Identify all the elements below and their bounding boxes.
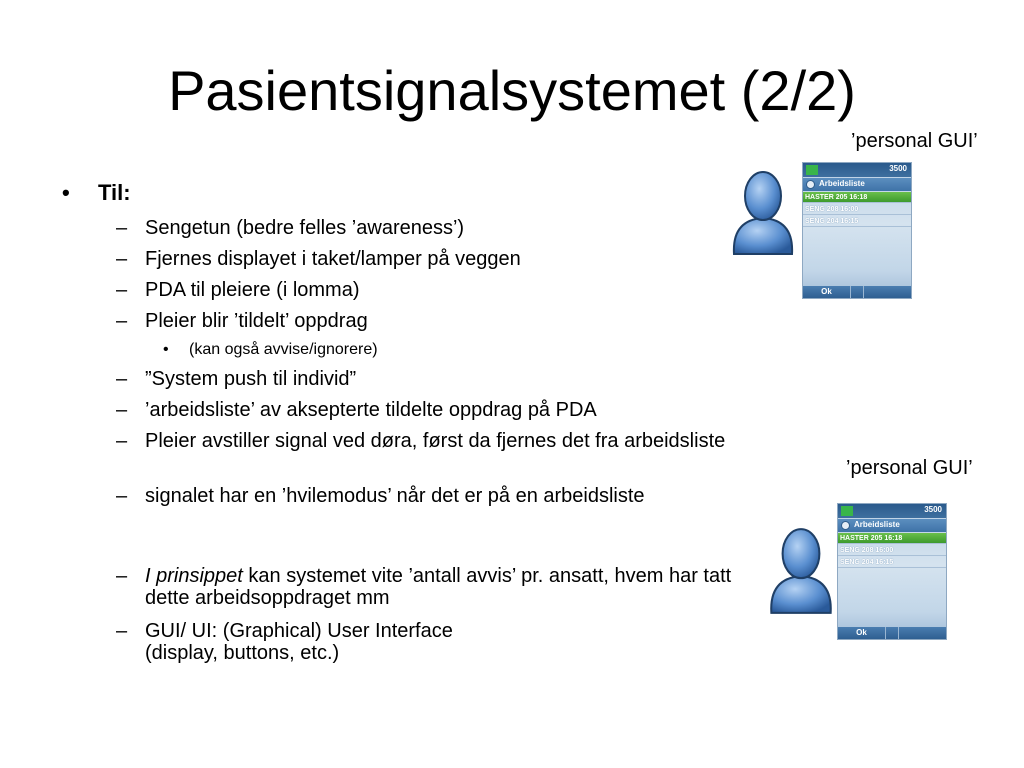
dash-marker: – <box>116 399 128 421</box>
pda-row[interactable]: SENG 204 16:15 <box>838 557 946 568</box>
right-softkey-button[interactable] <box>863 286 911 298</box>
pda-screen <box>802 162 912 299</box>
italic-emphasis: I prinsippet <box>145 565 243 587</box>
list-item-text: Pleier avstiller signal ved døra, først da fjernes det fra arbeidsliste <box>145 430 726 452</box>
list-item-text-wrapper <box>145 565 745 609</box>
list-item-text: PDA til pleiere (i lomma) <box>145 279 360 301</box>
dash-marker: – <box>116 310 128 332</box>
personal-gui-label-2: ’personal GUI’ <box>846 457 973 479</box>
ok-button[interactable]: Ok <box>803 286 851 298</box>
pda-row[interactable]: SENG 204 16:15 <box>803 216 911 227</box>
dash-marker: – <box>116 565 128 587</box>
dash-marker: – <box>116 368 128 390</box>
dash-marker: – <box>116 620 128 642</box>
pda-header-label: Arbeidsliste <box>854 520 900 529</box>
right-softkey-button[interactable] <box>898 627 946 639</box>
list-item-text: kan systemet vite ’antall avvis’ pr. ansatt, hvem har tatt dette arbeidsoppdraget mm <box>145 565 732 609</box>
dash-marker: – <box>116 279 128 301</box>
ok-button[interactable]: Ok <box>838 627 886 639</box>
pda-header-label: Arbeidsliste <box>819 179 865 188</box>
list-item-text: GUI/ UI: (Graphical) User Interface <box>145 620 453 642</box>
list-item-text: signalet har en ’hvilemodus’ når det er på en arbeidsliste <box>145 485 645 507</box>
bullet-dot: • <box>62 180 70 205</box>
pda-bottom-bar <box>838 627 946 639</box>
pda-number: 3500 <box>924 505 942 514</box>
slide-title: Pasientsignalsystemet (2/2) <box>168 59 856 122</box>
pda-screen <box>837 503 947 640</box>
pda-bottom-bar <box>803 286 911 298</box>
person-icon <box>728 168 798 258</box>
pda-row[interactable]: HASTER 205 16:18 <box>803 192 911 203</box>
pda-number: 3500 <box>889 164 907 173</box>
sub-list-item-text: (kan også avvise/ignorere) <box>189 341 378 358</box>
list-item-text-wrapper <box>145 620 453 664</box>
sub-bullet-dot: • <box>163 341 169 358</box>
dash-marker: – <box>116 430 128 452</box>
pda-row[interactable]: SENG 208 16:00 <box>838 545 946 556</box>
list-item-text: ’arbeidsliste’ av aksepterte tildelte oppdrag på PDA <box>145 399 597 421</box>
dash-marker: – <box>116 217 128 239</box>
signal-icon <box>841 506 853 516</box>
list-icon <box>841 521 850 530</box>
person-icon <box>765 525 837 617</box>
list-item-text: Sengetun (bedre felles ’awareness’) <box>145 217 465 239</box>
pda-row[interactable]: SENG 208 16:00 <box>803 204 911 215</box>
list-icon <box>806 180 815 189</box>
bullet-heading: Til: <box>98 180 131 205</box>
list-item-text: Fjernes displayet i taket/lamper på veggen <box>145 248 521 270</box>
list-item-text: Pleier blir ’tildelt’ oppdrag <box>145 310 368 332</box>
dash-marker: – <box>116 485 128 507</box>
pda-top-bar <box>803 163 911 177</box>
dash-marker: – <box>116 248 128 270</box>
pda-row[interactable]: HASTER 205 16:18 <box>838 533 946 544</box>
personal-gui-label-1: ’personal GUI’ <box>851 130 978 152</box>
list-item-text-line2: (display, buttons, etc.) <box>145 642 340 664</box>
pda-header <box>838 519 946 532</box>
signal-icon <box>806 165 818 175</box>
list-item-text: ”System push til individ” <box>145 368 357 390</box>
pda-header <box>803 178 911 191</box>
pda-top-bar <box>838 504 946 518</box>
